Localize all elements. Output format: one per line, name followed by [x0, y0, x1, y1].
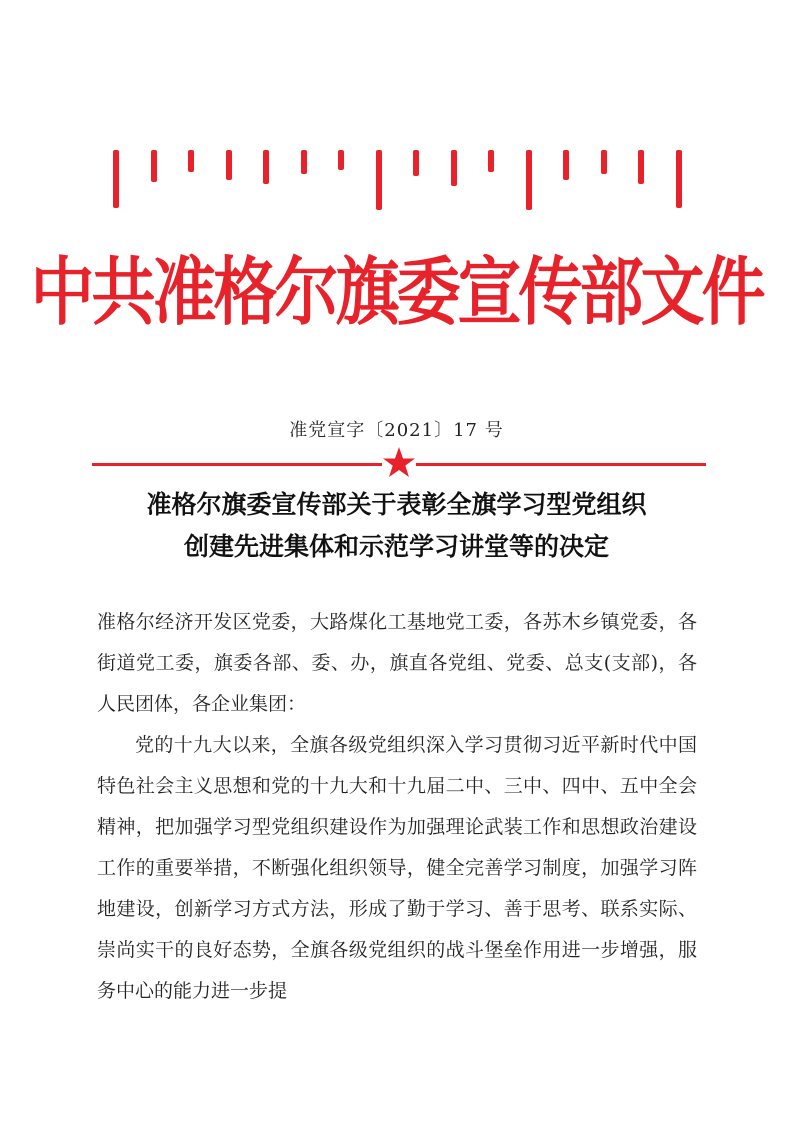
mongolian-glyph: [335, 150, 347, 170]
document-title-line-1: 准格尔旗委宣传部关于表彰全旗学习型党组织: [146, 490, 647, 519]
mongolian-glyph: [110, 150, 122, 208]
divider-line-left: [92, 463, 382, 466]
mongolian-glyph: [260, 150, 272, 184]
red-divider: [92, 450, 706, 480]
mongolian-glyph: [223, 150, 235, 180]
mongolian-glyph: [485, 150, 497, 172]
mongolian-glyph: [635, 150, 647, 184]
mongolian-glyph: [673, 150, 685, 208]
mongolian-glyph: [448, 150, 460, 186]
divider-line-right: [416, 463, 706, 466]
recipients-paragraph: 准格尔经济开发区党委，大路煤化工基地党工委，各苏木乡镇党委，各街道党工委，旗委各部、委、办，旗直各党组、党委、总支(支部)，各人民团体，各企业集团：: [97, 611, 697, 715]
document-title: [60, 484, 733, 568]
body-paragraph: 党的十九大以来，全旗各级党组织深入学习贯彻习近平新时代中国特色社会主义思想和党的十九大和十九届二中、三中、四中、五中全会精神，把加强学习型党组织建设作为加强理论武装工作和思想政治建设工作的重要举措，不断强化组织领导，健全完善学习制度，加强学习阵地建设，创新学习方式方法，形成了勤于学习、善于思考、联系实际、崇尚实干的良好态势，全旗各级党组织的战斗堡垒作用进一步增强，服务中心的能力进一步提: [97, 734, 697, 1002]
mongolian-glyph: [298, 150, 310, 174]
mongolian-glyph: [148, 150, 160, 182]
mongolian-glyph: [185, 150, 197, 172]
star-icon: [382, 446, 416, 480]
mongolian-glyph: [523, 150, 535, 210]
mongolian-glyph: [560, 150, 572, 180]
mongolian-glyph: [373, 150, 385, 210]
mongolian-glyph: [410, 150, 422, 176]
mongolian-script-masthead: [110, 150, 685, 210]
document-title-line-2: 创建先进集体和示范学习讲堂等的决定: [183, 532, 609, 561]
document-number: 准党宣字〔2021〕17 号: [289, 420, 504, 441]
masthead-title: 中共准格尔旗委宣传部文件: [30, 250, 763, 336]
document-body: [97, 602, 697, 1012]
mongolian-glyph: [598, 150, 610, 174]
